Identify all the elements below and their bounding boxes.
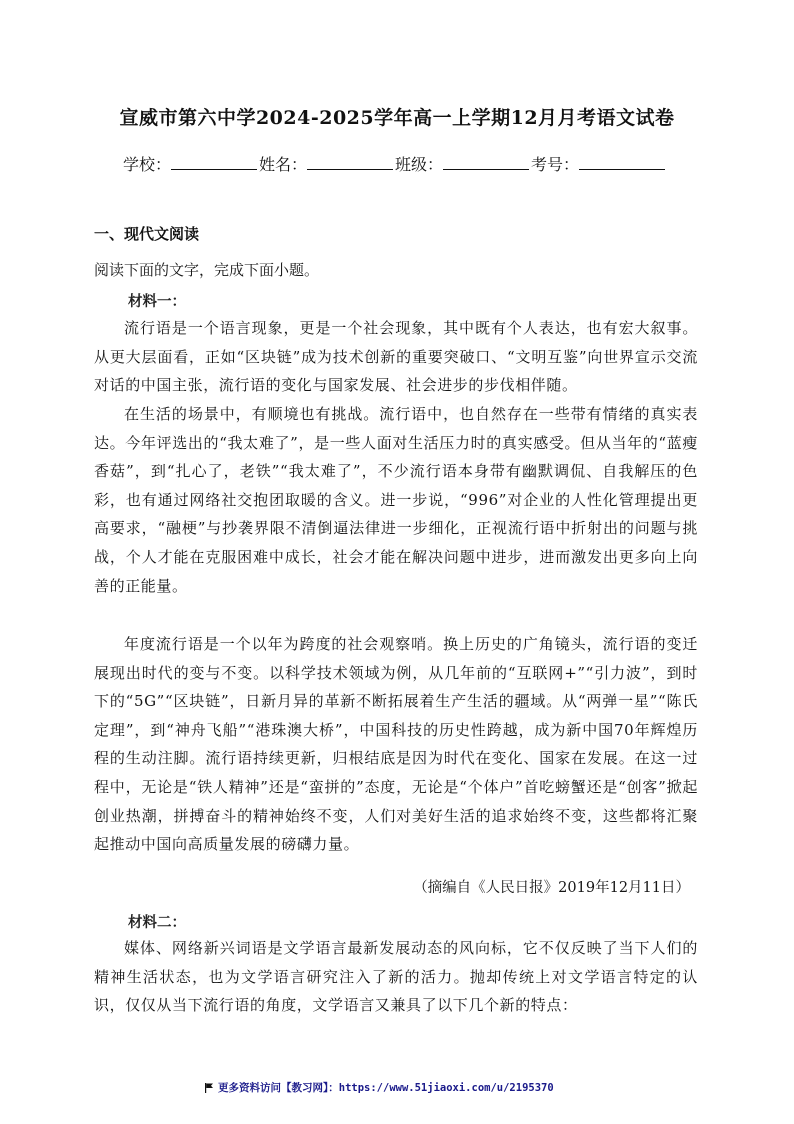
school-blank[interactable] xyxy=(171,153,257,170)
material-1-paragraph-1: 流行语是一个语言现象，更是一个社会现象，其中既有个人表达，也有宏大叙事。从更大层面看，正如“区块链”成为技术创新的重要突破口、“文明互鉴”向世界宣示交流对话的中国主张，流行语的变化与国家发展、社会进步的步伐相伴随。 xyxy=(94,319,698,395)
material-2-paragraph-1: 媒体、网络新兴词语是文学语言最新发展动态的风向标，它不仅反映了当下人们的精神生活状态，也为文学语言研究注入了新的活力。抛却传统上对文学语言特定的认识，仅仅从当下流行语的角度，文学语言又兼具了以下几个新的特点： xyxy=(94,939,698,1015)
material-1-source: （摘编自《人民日报》2019年12月11日） xyxy=(413,880,690,896)
exam-number-blank[interactable] xyxy=(579,153,665,170)
student-info-row xyxy=(123,152,683,175)
footer-text[interactable]: 更多资料访问【教习网】：https://www.51jiaoxi.com/u/2195370 xyxy=(218,1082,554,1094)
material-1-paragraph-2: 在生活的场景中，有顺境也有挑战。流行语中，也自然存在一些带有情绪的真实表达。今年评选出的“我太难了”，是一些人面对生活压力时的真实感受。但从当年的“蓝瘦香菇”，到“扎心了，老铁”“我太难了”，不少流行语本身带有幽默调侃、自我解压的色彩，也有通过网络社交抱团取暖的含义。进一步说，“996”对企业的人性化管理提出更高要求，“融梗”与抄袭界限不清倒逼法律进一步细化，正视流行语中折射出的问题与挑战，个人才能在克服困难中成长，社会才能在解决问题中进步，进而激发出更多向上向善的正能量。 xyxy=(94,405,698,595)
section-heading: 一、现代文阅读 xyxy=(94,225,200,243)
flag-icon xyxy=(204,1083,214,1093)
page-title: 宣威市第六中学2024-2025学年高一上学期12月月考语文试卷 xyxy=(119,107,675,129)
material-1-title: 材料一： xyxy=(128,294,186,310)
footer-link[interactable] xyxy=(204,1080,554,1095)
name-blank[interactable] xyxy=(307,153,393,170)
exam-number-label: 考号： xyxy=(531,155,580,174)
material-1-paragraph-3: 年度流行语是一个以年为跨度的社会观察哨。换上历史的广角镜头，流行语的变迁展现出时代的变与不变。以科学技术领域为例，从几年前的“互联网+”“引力波”，到时下的“5G”“区块链”，日新月异的革新不断拓展着生产生活的疆域。从“两弹一星”“陈氏定理”，到“神舟飞船”“港珠澳大桥”，中国科技的历史性跨越，成为新中国70年辉煌历程的生动注脚。流行语持续更新，归根结底是因为时代在变化、国家在发展。在这一过程中，无论是“铁人精神”还是“蛮拼的”态度，无论是“个体户”首吃螃蟹还是“创客”掀起创业热潮，拼搏奋斗的精神始终不变，人们对美好生活的追求始终不变，这些都将汇聚起推动中国向高质量发展的磅礴力量。 xyxy=(94,635,698,854)
class-blank[interactable] xyxy=(443,153,529,170)
school-label: 学校： xyxy=(123,155,172,174)
name-label: 姓名： xyxy=(259,155,308,174)
material-2-title: 材料二： xyxy=(128,915,186,931)
reading-instruction: 阅读下面的文字，完成下面小题。 xyxy=(94,261,320,279)
class-label: 班级： xyxy=(395,155,444,174)
